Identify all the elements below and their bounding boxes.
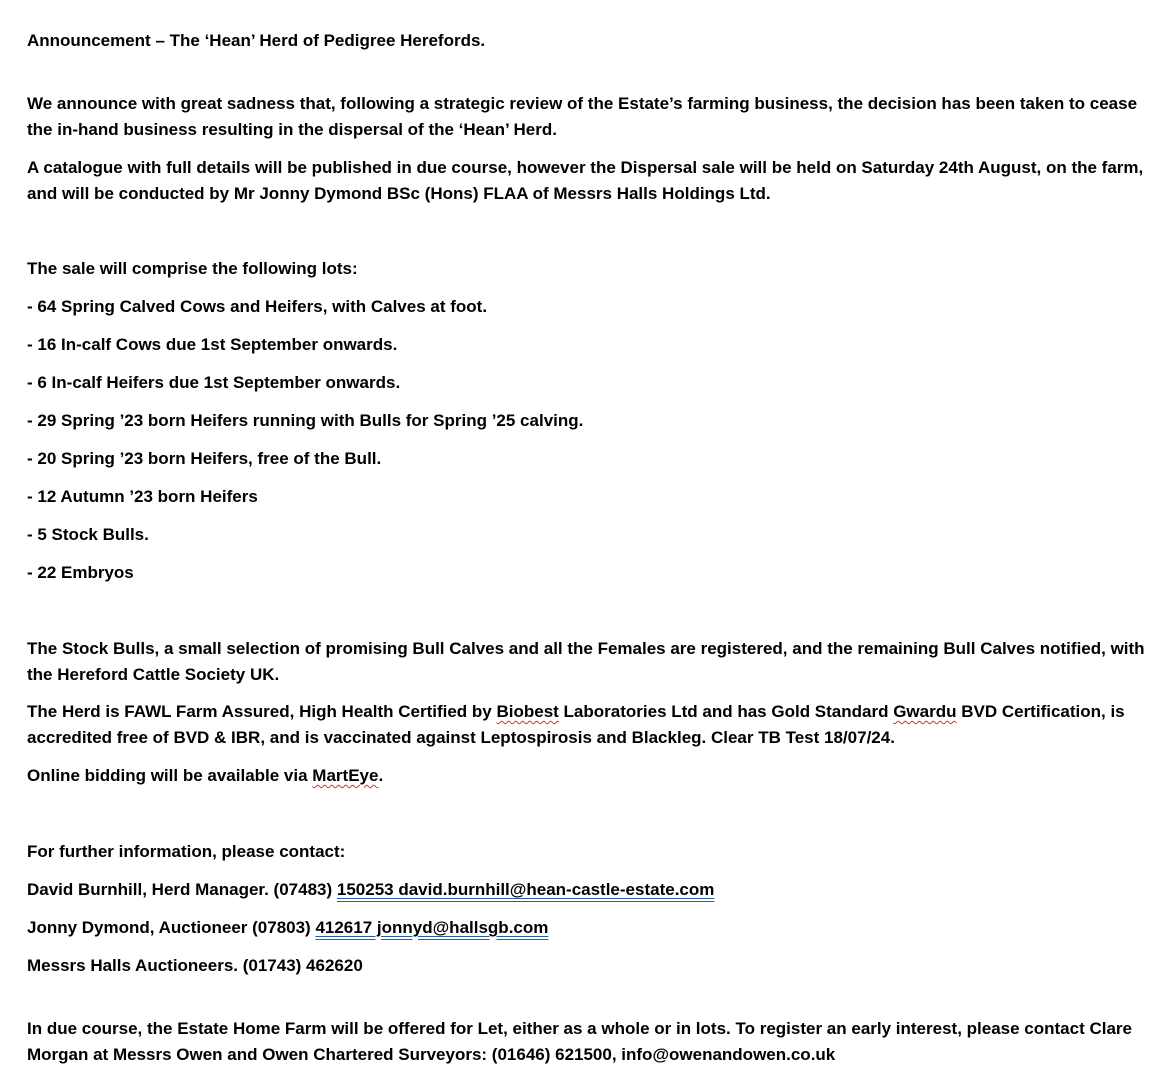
lots-heading: The sale will comprise the following lots: [27,259,358,278]
contact-david-email-link[interactable]: 150253 david.burnhill@hean-castle-estate.com [336,880,715,899]
lot-item: - 22 Embryos [27,563,134,582]
lot-item: - 6 In-calf Heifers due 1st September onwards. [27,373,401,392]
contact-david [27,877,714,902]
contact-heading: For further information, please contact: [27,842,346,861]
lot-item: - 16 In-calf Cows due 1st September onwards. [27,335,398,354]
contact-halls: Messrs Halls Auctioneers. (01743) 462620 [27,956,363,975]
lot-item: - 29 Spring ’23 born Heifers running with Bulls for Spring ’25 calving. [27,411,584,430]
contact-jonny [27,915,548,940]
spellcheck-word-biobest[interactable]: Biobest [496,702,559,721]
announcement-title: Announcement – The ‘Hean’ Herd of Pedigree Herefords. [27,31,486,50]
spellcheck-word-marteye[interactable]: MartEye [312,766,379,785]
home-farm-paragraph: In due course, the Estate Home Farm will be offered for Let, either as a whole or in lots. To register an early interest, please contact Clare Morgan at Messrs Owen and Owen Chartered Surveyors: (01646) 621500, info@owenandowen.co.uk [27,1019,1132,1064]
lot-item: - 5 Stock Bulls. [27,525,149,544]
intro-paragraph: We announce with great sadness that, following a strategic review of the Estate’s farming business, the decision has been taken to cease the in-hand business resulting in the dispersal of the ‘Hean’ Herd. [27,94,1138,139]
contact-jonny-label: Jonny Dymond, Auctioneer (07803) [27,918,316,937]
health-text-1: The Herd is FAWL Farm Assured, High Health Certified by [27,702,497,721]
health-paragraph [27,699,1152,750]
health-text-3: BVD Certification, is accredited free of BVD & IBR, and is vaccinated against Leptospirosis and Blackleg. Clear TB Test 18/07/24. [27,702,1125,747]
registration-paragraph: The Stock Bulls, a small selection of promising Bull Calves and all the Females are registered, and the remaining Bull Calves notified, with the Hereford Cattle Society UK. [27,639,1145,684]
contact-jonny-email-link[interactable]: 412617 jonnyd@hallsgb.com [315,918,549,937]
catalogue-paragraph: A catalogue with full details will be published in due course, however the Dispersal sale will be held on Saturday 24th August, on the farm, and will be conducted by Mr Jonny Dymond BSc (Hons) FLAA of Messrs Halls Holdings Ltd. [27,158,1144,203]
bidding-line [27,763,383,788]
bidding-suffix: . [378,766,384,785]
spellcheck-word-gwardu[interactable]: Gwardu [893,702,957,721]
lot-item: - 64 Spring Calved Cows and Heifers, with Calves at foot. [27,297,488,316]
lot-item: - 12 Autumn ’23 born Heifers [27,487,258,506]
lot-item: - 20 Spring ’23 born Heifers, free of the Bull. [27,449,382,468]
bidding-prefix: Online bidding will be available via [27,766,313,785]
health-text-2: Laboratories Ltd and has Gold Standard [558,702,894,721]
contact-david-label: David Burnhill, Herd Manager. (07483) [27,880,337,899]
